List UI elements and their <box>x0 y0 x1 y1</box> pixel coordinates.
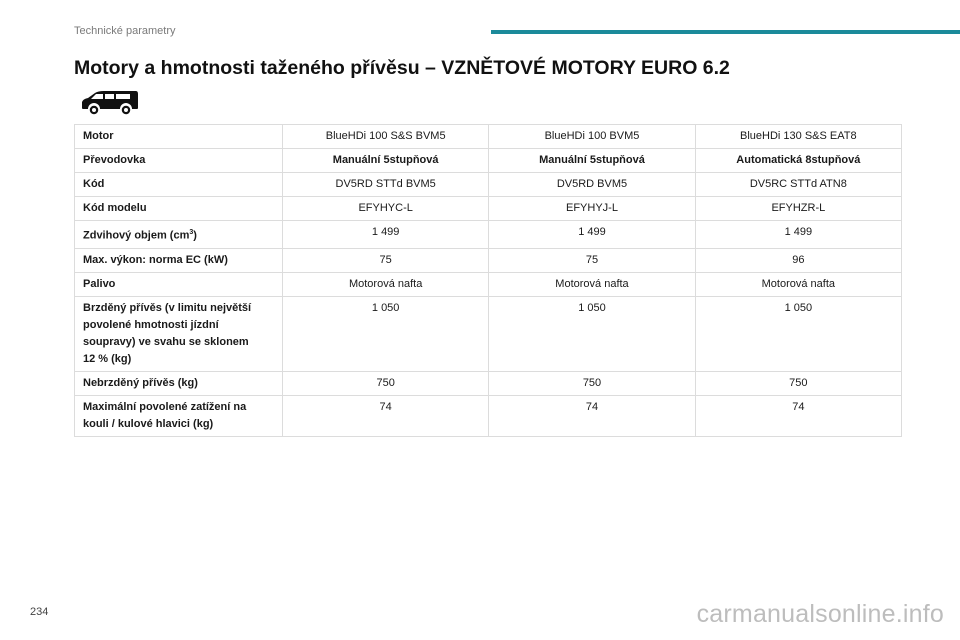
table-cell: 75 <box>283 248 489 272</box>
table-cell: Manuální 5stupňová <box>283 149 489 173</box>
table-cell: Motorová nafta <box>489 272 695 296</box>
engine-column-1: BlueHDi 100 S&S BVM5 <box>283 125 489 149</box>
table-cell: 74 <box>489 395 695 436</box>
table-cell: 1 499 <box>283 221 489 249</box>
header-accent-bar <box>491 30 960 34</box>
table-cell: 1 499 <box>489 221 695 249</box>
row-label <box>75 296 283 371</box>
table-cell: DV5RD BVM5 <box>489 173 695 197</box>
van-silhouette-icon <box>80 88 140 116</box>
table-cell: Motorová nafta <box>695 272 901 296</box>
row-label: Nebrzděný přívěs (kg) <box>75 371 283 395</box>
table-cell: 750 <box>489 371 695 395</box>
superscript: 3 <box>189 229 194 236</box>
table-cell: 74 <box>695 395 901 436</box>
label-text: Zdvihový objem (cm <box>83 229 190 242</box>
row-label: Kód modelu <box>75 197 283 221</box>
label-line: Maximální povolené zatížení na <box>83 400 247 413</box>
table-cell: 750 <box>283 371 489 395</box>
table-row-fuel <box>75 272 902 296</box>
row-label: Palivo <box>75 272 283 296</box>
page-title: Motory a hmotnosti taženého přívěsu – VZNĚTOVÉ MOTORY EURO 6.2 <box>74 57 730 79</box>
table-cell: 74 <box>283 395 489 436</box>
table-cell: DV5RD STTd BVM5 <box>283 173 489 197</box>
table-cell: EFYHYJ-L <box>489 197 695 221</box>
table-cell: 750 <box>695 371 901 395</box>
label-line: Brzděný přívěs (v limitu největší <box>83 301 252 314</box>
table-cell: Motorová nafta <box>283 272 489 296</box>
table-cell: 1 050 <box>695 296 901 371</box>
table-row-max-power <box>75 248 902 272</box>
table-row-displacement <box>75 221 902 249</box>
table-cell: Automatická 8stupňová <box>695 149 901 173</box>
table-cell: 1 050 <box>489 296 695 371</box>
engine-column-2: BlueHDi 100 BVM5 <box>489 125 695 149</box>
engine-column-3: BlueHDi 130 S&S EAT8 <box>695 125 901 149</box>
label-line: soupravy) ve svahu se sklonem <box>83 335 249 348</box>
engine-spec-table <box>74 124 902 437</box>
row-label: Max. výkon: norma EC (kW) <box>75 248 283 272</box>
table-row-model-code <box>75 197 902 221</box>
table-cell: EFYHZR-L <box>695 197 901 221</box>
row-label <box>75 395 283 436</box>
label-close: ) <box>193 229 197 242</box>
table-row-gearbox <box>75 149 902 173</box>
table-cell: 96 <box>695 248 901 272</box>
table-row-code <box>75 173 902 197</box>
label-line: 12 % (kg) <box>83 352 132 365</box>
table-row-unbraked-trailer <box>75 371 902 395</box>
running-header: Technické parametry <box>74 25 176 37</box>
label-line: povolené hmotnosti jízdní <box>83 318 219 331</box>
table-cell: DV5RC STTd ATN8 <box>695 173 901 197</box>
table-row-motor <box>75 125 902 149</box>
watermark[interactable]: carmanualsonline.info <box>696 600 944 628</box>
table-row-towball-load <box>75 395 902 436</box>
row-label <box>75 221 283 249</box>
row-label: Kód <box>75 173 283 197</box>
table-row-braked-trailer <box>75 296 902 371</box>
label-line: kouli / kulové hlavici (kg) <box>83 417 214 430</box>
table-cell: Manuální 5stupňová <box>489 149 695 173</box>
row-label: Motor <box>75 125 283 149</box>
table-cell: 75 <box>489 248 695 272</box>
table-cell: EFYHYC-L <box>283 197 489 221</box>
row-label: Převodovka <box>75 149 283 173</box>
table-cell: 1 050 <box>283 296 489 371</box>
table-cell: 1 499 <box>695 221 901 249</box>
page-number: 234 <box>30 606 49 618</box>
